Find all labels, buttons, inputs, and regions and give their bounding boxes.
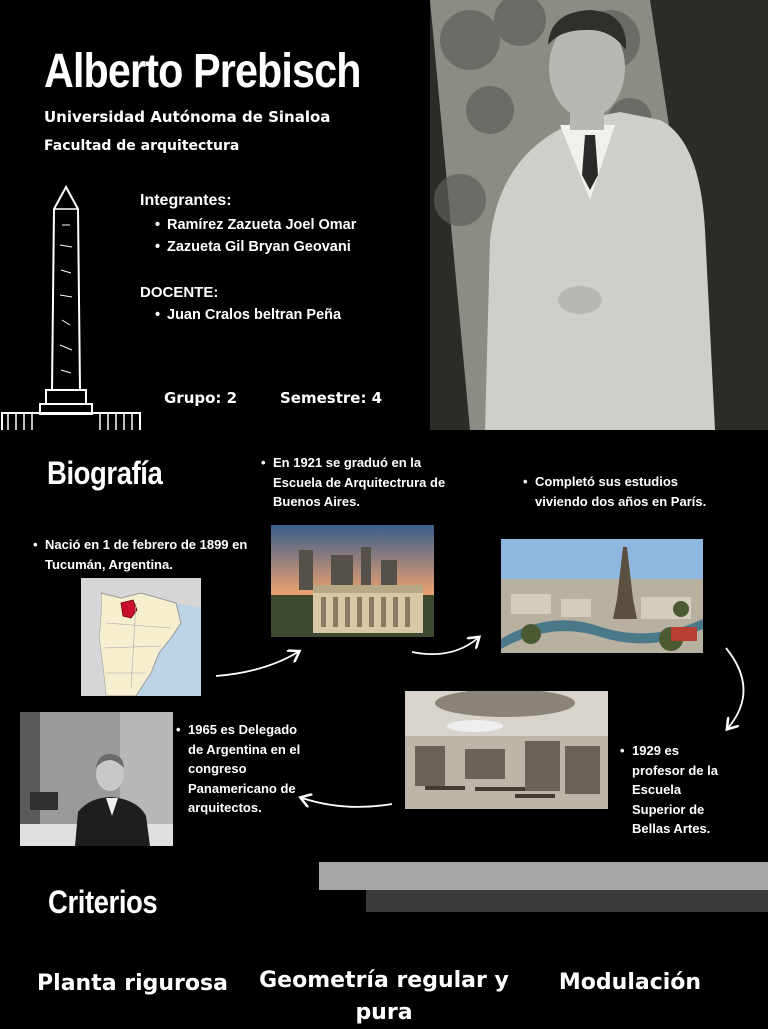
docente-list (153, 304, 341, 326)
criterion-item: Planta rigurosa (37, 971, 228, 996)
faculty-name: Facultad de arquitectura (44, 138, 240, 154)
member-item: • Zazueta Gil Bryan Geovani (153, 236, 356, 258)
bio-event-text: • En 1921 se graduó en la Escuela de Arquitectrura de Buenos Aires. (261, 453, 466, 512)
member-item: • Ramírez Zazueta Joel Omar (153, 214, 356, 236)
docente-name: • Juan Cralos beltran Peña (153, 304, 341, 326)
delegate-photo (20, 712, 173, 846)
university-name: Universidad Autónoma de Sinaloa (44, 108, 331, 126)
docente-label: DOCENTE: (140, 284, 219, 301)
argentina-map (81, 578, 201, 696)
bio-event-text: • 1965 es Delegado de Argentina en el congreso Panamericano de arquitectos. (176, 720, 301, 818)
biography-heading: Biografía (47, 455, 163, 491)
members-list (153, 214, 356, 258)
obelisk-illustration (0, 185, 142, 435)
criteria-heading: Criterios (48, 884, 158, 920)
bio-event-text: • 1929 es profesor de la Escuela Superior de Bellas Artes. (620, 741, 735, 839)
semester-number: Semestre: 4 (280, 389, 383, 407)
bio-event-graduation (261, 453, 466, 512)
bellas-artes-studio-photo (405, 691, 608, 809)
buenos-aires-school-photo (271, 525, 434, 637)
bio-event-birth (33, 535, 258, 574)
bio-event-text: • Nació en 1 de febrero de 1899 en Tucumán, Argentina. (33, 535, 258, 574)
decorative-bar-dark (366, 890, 768, 912)
bio-event-text: • Completó sus estudios viviendo dos años en París. (523, 472, 708, 511)
criterion-item: Geometría regular y pura (259, 968, 509, 1025)
page-title: Alberto Prebisch (44, 45, 361, 98)
integrantes-label: Integrantes: (140, 192, 232, 209)
group-number: Grupo: 2 (164, 389, 238, 407)
criterion-item: Modulación (558, 970, 702, 995)
paris-photo (501, 539, 703, 653)
bio-event-delegate (176, 720, 301, 818)
portrait-photo (430, 0, 768, 430)
bio-event-paris (523, 472, 708, 511)
bio-event-professor (620, 741, 735, 839)
decorative-bar-light (319, 862, 768, 890)
